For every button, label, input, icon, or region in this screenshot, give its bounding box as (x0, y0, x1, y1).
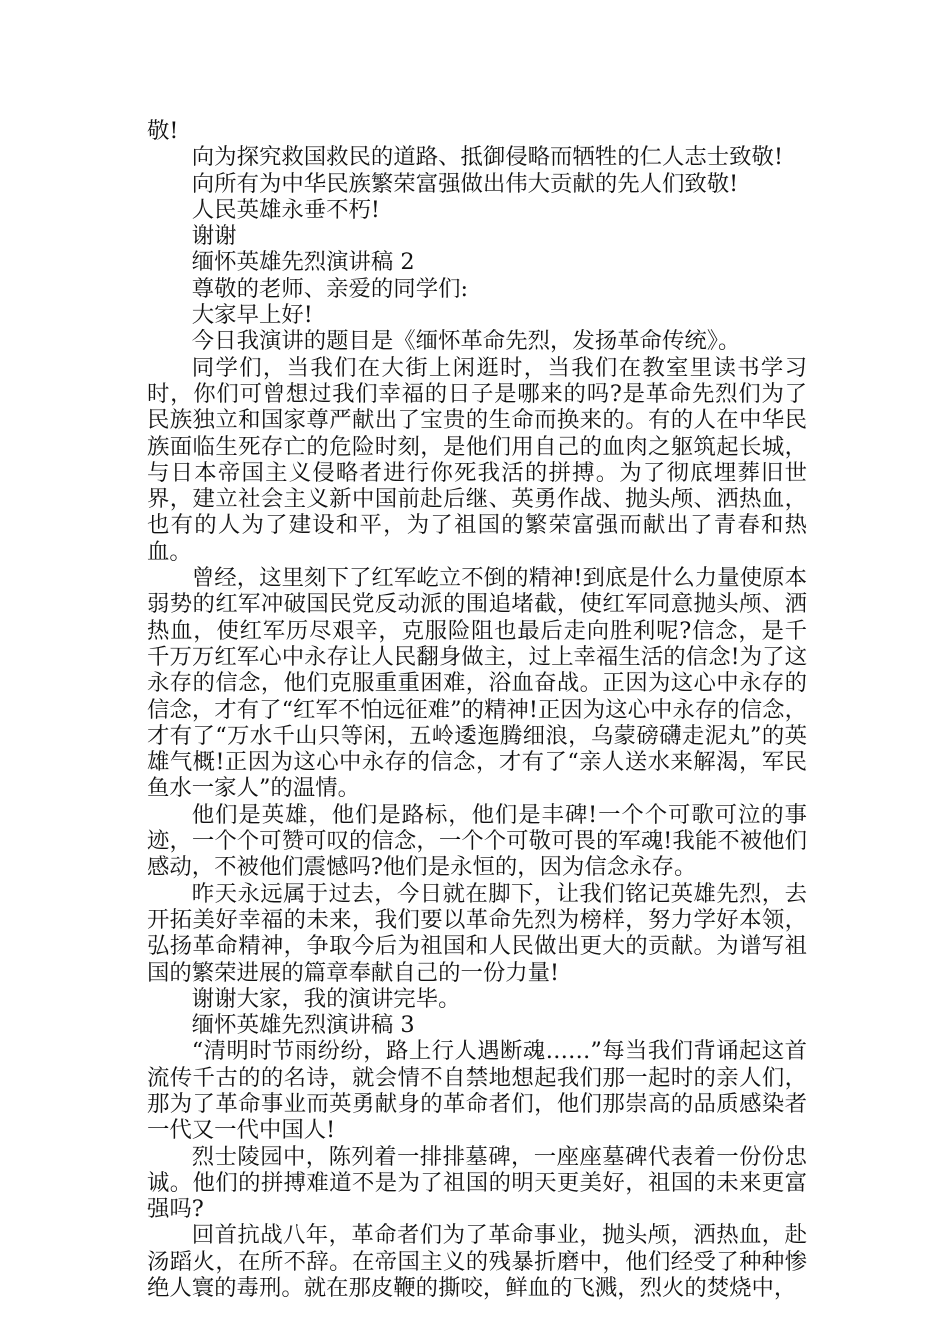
paragraph: 回首抗战八年，革命者们为了革命事业，抛头颅，洒热血，赴汤蹈火，在所不辞。在帝国主义的残暴折磨中，他们经受了种种惨绝人寰的毒刑。就在那皮鞭的撕咬，鲜血的飞溅，烈火的焚烧中， (147, 1222, 807, 1302)
document-page (147, 118, 807, 1301)
paragraph: 敬! (147, 118, 179, 144)
paragraph: 尊敬的老师、亲爱的同学们: (191, 275, 469, 302)
paragraph: 他们是英雄，他们是路标，他们是丰碑!一个个可歌可泣的事迹，一个个可赞可叹的信念，一个个可敬可畏的军魂!我能不被他们感动，不被他们震憾吗?他们是永恒的，因为信念永存。 (147, 801, 807, 881)
paragraph: “清明时节雨纷纷，路上行人遇断魂……”每当我们背诵起这首流传千古的的名诗，就会情不自禁地想起我们那一起时的亲人们，那为了革命事业而英勇献身的革命者们，他们那崇高的品质感染者一代又一代中国人! (147, 1038, 807, 1144)
paragraph: 谢谢大家，我的演讲完毕。 (191, 985, 461, 1012)
paragraph: 烈士陵园中，陈列着一排排墓碑，一座座墓碑代表着一份份忠诚。他们的拼搏难道不是为了祖国的明天更美好，祖国的未来更富强吗? (147, 1143, 807, 1223)
paragraph: 向为探究救国救民的道路、抵御侵略而牺牲的仁人志士致敬! (191, 144, 783, 171)
paragraph: 人民英雄永垂不朽! (191, 196, 380, 223)
section-heading: 缅怀英雄先烈演讲稿 2 (191, 249, 415, 276)
paragraph: 同学们，当我们在大街上闲逛时，当我们在教室里读书学习时，你们可曾想过我们幸福的日子是哪来的吗?是革命先烈们为了民族独立和国家尊严献出了宝贵的生命而换来的。有的人在中华民族面临生死存亡的危险时刻，是他们用自己的血肉之躯筑起长城，与日本帝国主义侵略者进行你死我活的拼搏。为了彻底埋葬旧世界，建立社会主义新中国前赴后继、英勇作战、抛头颅、洒热血，也有的人为了建设和平，为了祖国的繁荣富强而献出了青春和热血。 (147, 354, 807, 565)
section-heading: 缅怀英雄先烈演讲稿 3 (191, 1012, 415, 1039)
paragraph: 大家早上好! (191, 302, 313, 329)
paragraph: 今日我演讲的题目是《缅怀革命先烈，发扬革命传统》。 (191, 328, 741, 355)
paragraph: 曾经，这里刻下了红军屹立不倒的精神!到底是什么力量使原本弱势的红军冲破国民党反动派的围追堵截，使红军同意抛头颅、洒热血，使红军历尽艰辛，克服险阻也最后走向胜利呢?信念，是千千万万红军心中永存让人民翻身做主，过上幸福生活的信念!为了这永存的信念，他们克服重重困难，浴血奋战。正因为这心中永存的信念，才有了“红军不怕远征难”的精神!正因为这心中永存的信念，才有了“万水千山只等闲，五岭逶迤腾细浪，乌蒙磅礴走泥丸”的英雄气概!正因为这心中永存的信念，才有了“亲人送水来解渴，军民鱼水一家人”的温情。 (147, 565, 807, 802)
paragraph: 昨天永远属于过去，今日就在脚下，让我们铭记英雄先烈，去开拓美好幸福的未来，我们要以革命先烈为榜样，努力学好本领，弘扬革命精神，争取今后为祖国和人民做出更大的贡献。为谱写祖国的繁荣进展的篇章奉献自己的一份力量! (147, 880, 807, 986)
paragraph: 谢谢 (191, 223, 237, 250)
paragraph: 向所有为中华民族繁荣富强做出伟大贡献的先人们致敬! (191, 170, 739, 197)
